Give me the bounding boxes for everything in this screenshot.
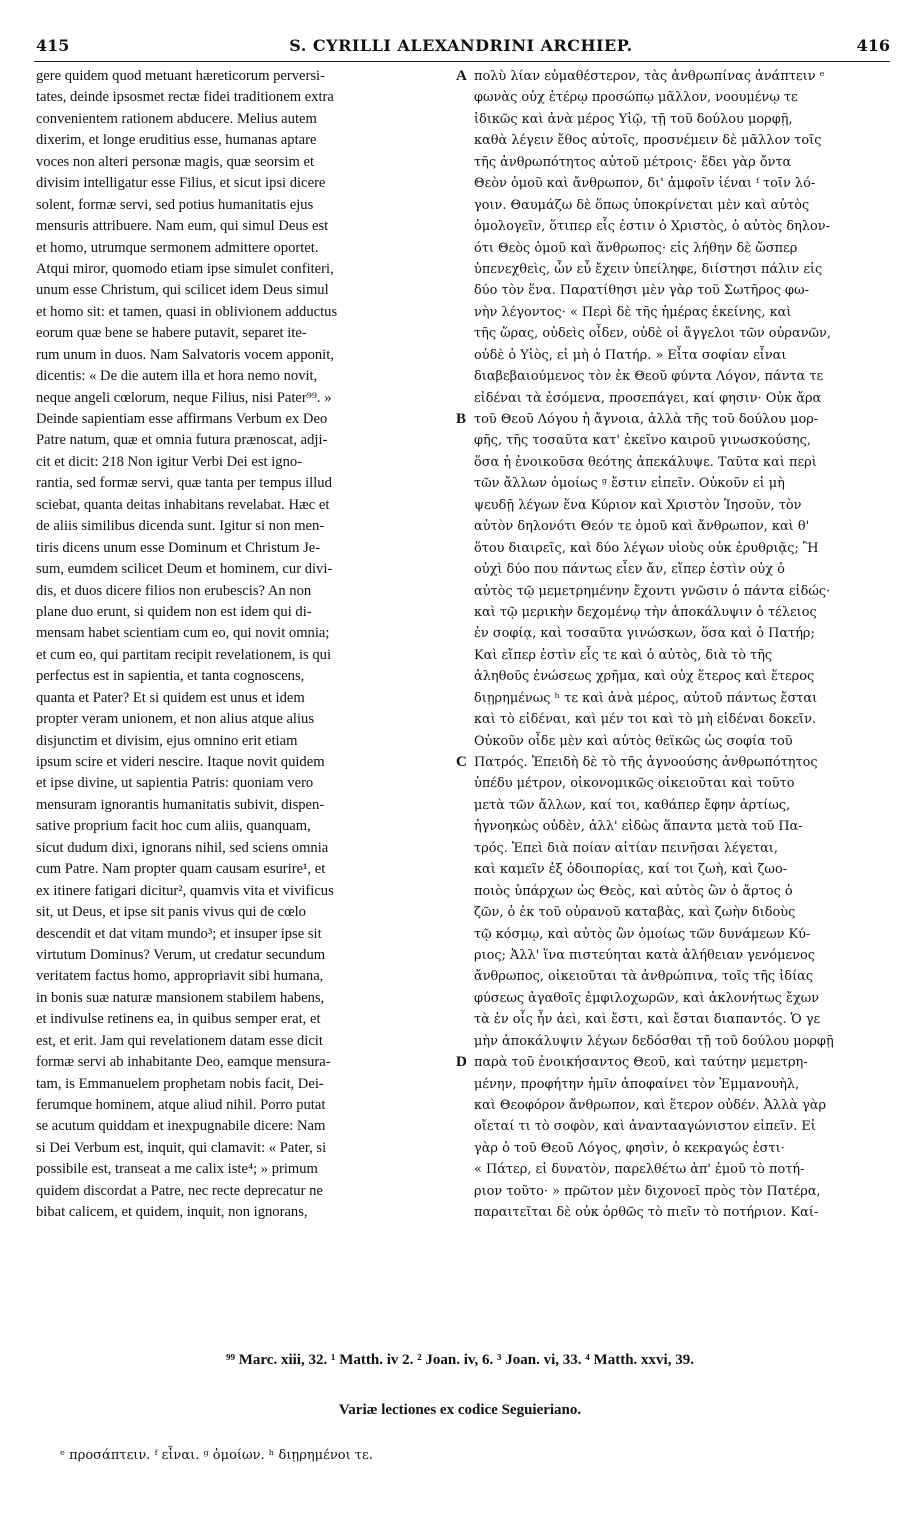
margin-letter-d: D (456, 1054, 467, 1070)
latin-line: propter veram unionem, et non alius atque alius (36, 711, 315, 728)
latin-line: virtutum Dominus? Verum, ut credatur secundum (36, 946, 326, 963)
latin-line: tam, is Emmanuelem prophetam nobis facit, Dei- (36, 1075, 324, 1092)
latin-line: sciebat, quanta deitas inhabitans revelabat. Hæc et (36, 496, 330, 513)
greek-line: τῆς ἀνθρωπότητος αὐτοῦ μέτροις· ἔδει γὰρ ὄντα (474, 154, 792, 170)
greek-line: ριος; Ἀλλ' ἵνα πιστεύηται κατὰ ἀλήθειαν γενόμενος (474, 947, 815, 963)
greek-line: τῶν ἄλλων ὁμοίως ᵍ ἔστιν εἰπεῖν. Οὐκοῦν εἰ μὴ (474, 476, 785, 492)
latin-line: dis, et duos dicere filios non erubescis? An non (36, 582, 312, 599)
greek-line: τοῦ Θεοῦ Λόγου ἡ ἄγνοια, ἀλλὰ τῆς τοῦ δούλου μορ- (474, 412, 819, 427)
greek-line: τῷ κόσμῳ, καὶ αὐτὸς ὢν ὁμοίως τῶν δυνάμεων Κύ- (474, 926, 811, 942)
footnotes: ⁹⁹ Marc. xiii, 32. ¹ Matth. iv 2. ² Joan. iv, 6. ³ Joan. vi, 33. ⁴ Matth. xxvi, 39. (226, 1352, 694, 1368)
latin-line: sum, eumdem scilicet Deum et hominem, cur divi- (36, 561, 333, 578)
greek-line: καὶ Θεοφόρον ἄνθρωπον, καὶ ἕτερον οὐδέν. Ἀλλὰ γὰρ (474, 1098, 827, 1113)
latin-line: ipsum scire et videri nescire. Itaque novit quidem (36, 754, 325, 770)
latin-line: Deinde sapientiam esse affirmans Verbum ex Deo (36, 411, 328, 427)
greek-line: ψευδῇ λέγων ἕνα Κύριον καὶ Χριστὸν Ἰησοῦν, τὸν (474, 497, 802, 513)
greek-line: Θεὸν ὁμοῦ καὶ ἄνθρωπον, δι' ἀμφοῖν ἰέναι ᶠ τοῖν λό- (474, 176, 816, 192)
greek-line: Πατρός. Ἐπειδὴ δὲ τὸ τῆς ἀγνοούσης ἀνθρωπότητος (474, 755, 818, 770)
greek-line: πολὺ λίαν εὐμαθέστερον, τὰς ἀνθρωπίνας ἀνάπτειν ᵉ (474, 69, 825, 84)
greek-line: αὐτὸν δηλονότι Θεόν τε ὁμοῦ καὶ ἄνθρωπον, καὶ θ' (474, 519, 810, 535)
greek-line: ποιὸς ὑπάρχων ὡς Θεὸς, καὶ αὐτὸς ὢν ὁ ἄρτος ὁ (474, 883, 793, 899)
latin-line: mensuram ignorantis humanitatis subivit, dispen- (36, 796, 325, 813)
latin-line: et homo sit: et tamen, quasi in oblivionem adductus (36, 303, 338, 320)
greek-line: ὁμολογεῖν, ὅτιπερ εἷς ἐστιν ὁ Χριστὸς, ὁ αὐτὸς δηλον- (474, 219, 830, 235)
greek-line: δύο τὸν ἕνα. Παρατίθησι μὲν γὰρ τοῦ Σωτῆρος φω- (474, 283, 809, 299)
greek-line: νὴν λέγοντος· « Περὶ δὲ τῆς ἡμέρας ἐκείνης, καὶ (474, 304, 792, 320)
greek-line: ριον τοῦτο· » πρῶτον μὲν διχονοεῖ πρὸς τὸν Πατέρα, (474, 1183, 821, 1199)
latin-line: cit et dicit: 218 Non igitur Verbi Dei est igno- (36, 453, 303, 470)
greek-line: ὅτου διαιρεῖς, καὶ δύο λέγων υἱοὺς οὐκ ἐρυθριᾷς; Ἢ (474, 540, 819, 556)
latin-line: sit, ut Deus, et ipse sit panis vivus qui de cœlo (36, 904, 306, 921)
greek-line: ἰδικῶς καὶ ἀνὰ μέρος Υἱῷ, τῇ τοῦ δούλου μορφῇ, (474, 111, 793, 127)
latin-line: ferumque hominem, atque aliud nihil. Porro putat (36, 1097, 326, 1113)
latin-line: Patre natum, quæ et omnia futura prænoscat, adji- (36, 432, 328, 449)
margin-letter-c: C (456, 754, 467, 770)
greek-line: γὰρ ὁ τοῦ Θεοῦ Λόγος, φησὶν, ὁ κεκραγώς ἐστι· (474, 1140, 785, 1156)
latin-line: perfectus est in sapientia, et tanta cognoscens, (36, 668, 305, 685)
latin-line: in bonis suæ naturæ mansionem stabilem habens, (36, 989, 325, 1006)
greek-line: τῆς ὥρας, οὐδεὶς οἶδεν, οὐδὲ οἱ ἄγγελοι τῶν οὐρανῶν, (474, 326, 831, 342)
latin-line: tiris dicens unum esse Dominum et Christum Je- (36, 539, 321, 556)
greek-line: διαβεβαιούμενος τὸν ἐκ Θεοῦ φύντα Λόγον, πάντα τε (474, 369, 824, 385)
header-rule (34, 61, 890, 62)
latin-line: rantia, sed formæ servi, quæ tanta per tempus illud (36, 475, 332, 492)
greek-line: καθὰ λέγειν ἔθος αὐτοῖς, προσνέμειν δὲ μᾶλλον τοῖς (474, 133, 822, 149)
latin-line: tates, deinde ipsosmet rectæ fidei traditionem extra (36, 89, 334, 106)
greek-line: οὐχὶ δύο που πάντως εἶεν ἄν, εἴπερ ἐστὶν οὐχ ὁ (474, 562, 785, 578)
greek-line: ἠγνοηκὼς οὐδὲν, ἀλλ' εἰδὼς ἅπαντα μετὰ τοῦ Πα- (474, 819, 803, 835)
latin-line: voces non alteri personæ magis, quæ seorsim et (36, 153, 315, 170)
latin-line: rum unum in duos. Nam Salvatoris vocem apponit, (36, 346, 334, 363)
greek-line: ἄνθρωπος, οἰκειοῦται τὰ ἀνθρώπινα, τοῖς τῆς ἰδίας (474, 969, 814, 985)
greek-line: ἐν σοφίᾳ, καὶ τοσαῦτα γινώσκων, ὅσα καὶ ὁ Πατήρ; (474, 626, 815, 642)
latin-line: plane duo erunt, si quidem non est idem qui di- (36, 603, 312, 620)
latin-line: sative proprium facit hoc cum aliis, quanquam, (36, 818, 311, 835)
latin-line: cum Patre. Nam propter quam causam esurire¹, et (36, 861, 326, 878)
latin-line: bibat calicem, et quidem, inquit, non ignorans, (36, 1204, 308, 1221)
page-header (32, 36, 890, 60)
latin-line: unum esse Christum, qui scilicet idem Deus simul (36, 282, 329, 299)
latin-line: mensuris attribuere. Nam eum, qui simul Deus est (36, 218, 329, 235)
latin-line: disjunctim et divisim, ejus omnino erit etiam (36, 732, 298, 749)
latin-line: veritatem factus homo, appropriavit sibi humana, (36, 968, 324, 985)
latin-line: et ipse divine, ut sapientia Patris: quoniam vero (36, 775, 314, 792)
latin-column (36, 66, 454, 1224)
greek-line: ὑπέδυ μέτρον, οἰκονομικῶς οἰκειοῦται καὶ τοῦτο (474, 776, 795, 792)
greek-column (474, 66, 894, 1224)
greek-line: φῆς, τῆς τοσαῦτα κατ' ἐκεῖνο καιροῦ γινωσκούσης, (474, 433, 811, 449)
greek-line: καὶ καμεῖν ἐξ ὁδοιπορίας, καί τοι ζωὴ, καὶ ζωο- (474, 862, 788, 878)
greek-line: εἰδέναι τὰ ἐσόμενα, προσεπάγει, καί φησιν· Οὐκ ἄρα (474, 390, 822, 406)
latin-line: formæ servi ab inhabitante Deo, eamque mensura- (36, 1054, 331, 1071)
greek-line: μὴν ἀποκάλυψιν λέγων δεδόσθαι τῇ τοῦ δούλου μορφῇ (474, 1033, 834, 1049)
latin-line: se acutum quiddam et inexpugnabile dicere: Nam (36, 1118, 326, 1135)
latin-line: solent, formæ servi, sed potius humanitatis ejus (36, 196, 314, 213)
greek-line: Καὶ εἴπερ ἐστὶν εἷς τε καὶ ὁ αὐτὸς, διὰ τὸ τῆς (474, 647, 773, 663)
greek-line: ὑπενεχθεὶς, ὧν εὖ ἔχειν ὑπείληφε, διίστησι πάλιν εἰς (474, 261, 823, 277)
greek-line: οἴεταί τι τὸ σοφὸν, καὶ ἀναντααγώνιστον εἰπεῖν. Εἰ (474, 1119, 816, 1135)
latin-line: descendit et dat vitam mundo³; et insuper ipse sit (36, 925, 322, 942)
latin-line: convenientem rationem abducere. Melius autem (36, 110, 317, 127)
latin-line: quanta et Pater? Et si quidem est unus et idem (36, 689, 305, 706)
greek-line: μετὰ τῶν ἄλλων, καί τοι, καθάπερ ἔφην ἀρτίως, (474, 797, 791, 813)
latin-line: si Dei Verbum est, inquit, qui clamavit: « Pater, si (36, 1139, 327, 1156)
latin-line: est, et erit. Jam qui revelationem datam esse dicit (36, 1032, 323, 1049)
greek-line: οὐδὲ ὁ Υἱὸς, εἰ μὴ ὁ Πατήρ. » Εἶτα σοφίαν εἶναι (474, 347, 787, 363)
latin-line: gere quidem quod metuant hæreticorum perversi- (36, 68, 325, 84)
greek-line: φωνὰς οὐχ ἑτέρῳ προσώπῳ μᾶλλον, νοουμένῳ τε (474, 90, 798, 106)
greek-line: διῃρημένως ʰ τε καὶ ἀνὰ μέρος, αὐτοῦ πάντως ἔσται (474, 690, 818, 706)
greek-line: καὶ τὸ εἰδέναι, καὶ μέν τοι καὶ τὸ μὴ εἰδέναι δοκεῖν. (474, 712, 817, 728)
greek-line: φύσεως ἀγαθοῖς ἐμφιλοχωρῶν, καὶ ἀκλονήτως ἔχων (474, 990, 820, 1006)
latin-line: Atqui miror, quomodo etiam ipse simulet confiteri, (36, 260, 334, 277)
greek-line: παραιτεῖται δὲ οὐκ ὀρθῶς τὸ πιεῖν τὸ ποτήριον. Καί- (474, 1205, 819, 1221)
latin-line: neque angeli cœlorum, neque Filius, nisi Pater⁹⁹. » (36, 389, 332, 406)
variae-lectiones: ᵉ προσάπτειν. ᶠ εἶναι. ᵍ ὁμοίων. ʰ διῃρημένοι τε. (60, 1448, 373, 1463)
latin-line: possibile est, transeat a me calix iste⁴; » primum (36, 1161, 318, 1178)
greek-line: ἀληθοῦς ἑνώσεως χρῆμα, καὶ οὐχ ἕτερος καὶ ἕτερος (474, 669, 815, 685)
latin-line: et homo, utrumque sermonem admittere oportet. (36, 239, 319, 256)
latin-line: eorum quæ bene se habere putavit, separet ite- (36, 325, 307, 342)
margin-letter-b: B (456, 411, 467, 427)
greek-line: μένην, προφήτην ἡμῖν ἀποφαίνει τὸν Ἐμμανουὴλ, (474, 1076, 800, 1092)
latin-line: sicut dudum dixi, ignorans nihil, sed sciens omnia (36, 839, 329, 856)
greek-line: ὅσα ἡ ἐνοικοῦσα θεότης ἀπεκάλυψε. Ταῦτα καὶ περὶ (474, 454, 817, 470)
latin-line: de aliis similibus dicenda sunt. Igitur si non men- (36, 518, 325, 535)
latin-line: quidem discordat a Patre, nec recte deprecatur ne (36, 1182, 323, 1199)
greek-line: τρός. Ἐπεὶ διὰ ποίαν αἰτίαν πεινῆσαι λέγεται, (474, 840, 778, 856)
greek-line: γοιν. Θαυμάζω δὲ ὅπως ὑποκρίνεται μὲν καὶ αὐτὸς (474, 197, 810, 213)
latin-line: et indivulse retinens ea, in quibus semper erat, et (36, 1011, 321, 1028)
latin-line: mensam habet scientiam cum eo, qui novit omnia; (36, 625, 330, 642)
greek-line: παρὰ τοῦ ἐνοικήσαντος Θεοῦ, καὶ ταύτην μεμετρη- (474, 1055, 808, 1071)
latin-line: ex itinere fatigari dicitur², quamvis vita et vivificus (36, 882, 334, 899)
latin-line: dicentis: « De die autem illa et hora nemo novit, (36, 368, 318, 385)
greek-line: Οὐκοῦν οἶδε μὲν καὶ αὐτὸς θεϊκῶς ὡς σοφία τοῦ (474, 733, 793, 749)
variae-lectiones-title: Variæ lectiones ex codice Seguieriano. (338, 1402, 582, 1418)
greek-line: ότι Θεὸς ὁμοῦ καὶ ἄνθρωπος· εἰς λήθην δὲ ὥσπερ (474, 240, 798, 256)
latin-line: dixerim, et longe eruditius esse, humanas aptare (36, 132, 317, 149)
greek-line: « Πάτερ, εἰ δυνατὸν, παρελθέτω ἀπ' ἐμοῦ τὸ ποτή- (474, 1162, 805, 1178)
running-title: S. CYRILLI ALEXANDRINI ARCHIEP. (289, 36, 633, 55)
greek-line: αὐτὸς τῷ μεμετρημένην ἔχοντι γνῶσιν ὁ πάντα εἰδώς· (474, 583, 831, 599)
margin-letter-a: A (456, 68, 467, 84)
page-number-left: 415 (36, 36, 70, 55)
greek-line: τὰ ἐν οἷς ἦν ἀεὶ, καὶ ἔστι, καὶ ἔσται διαπαντός. Ὁ γε (474, 1012, 821, 1028)
latin-line: et cum eo, qui partitam recipit revelationem, is qui (36, 646, 332, 663)
greek-line: ζῶν, ὁ ἐκ τοῦ οὐρανοῦ καταβὰς, καὶ ζωὴν διδοὺς (474, 905, 796, 921)
page-number-right: 416 (856, 36, 890, 55)
greek-line: καὶ τῷ μερικὴν δεχομένῳ τὴν ἀποκάλυψιν ὁ τέλειος (474, 604, 817, 620)
latin-line: divisim intelligatur esse Filius, et sicut ipsi dicere (36, 175, 326, 192)
